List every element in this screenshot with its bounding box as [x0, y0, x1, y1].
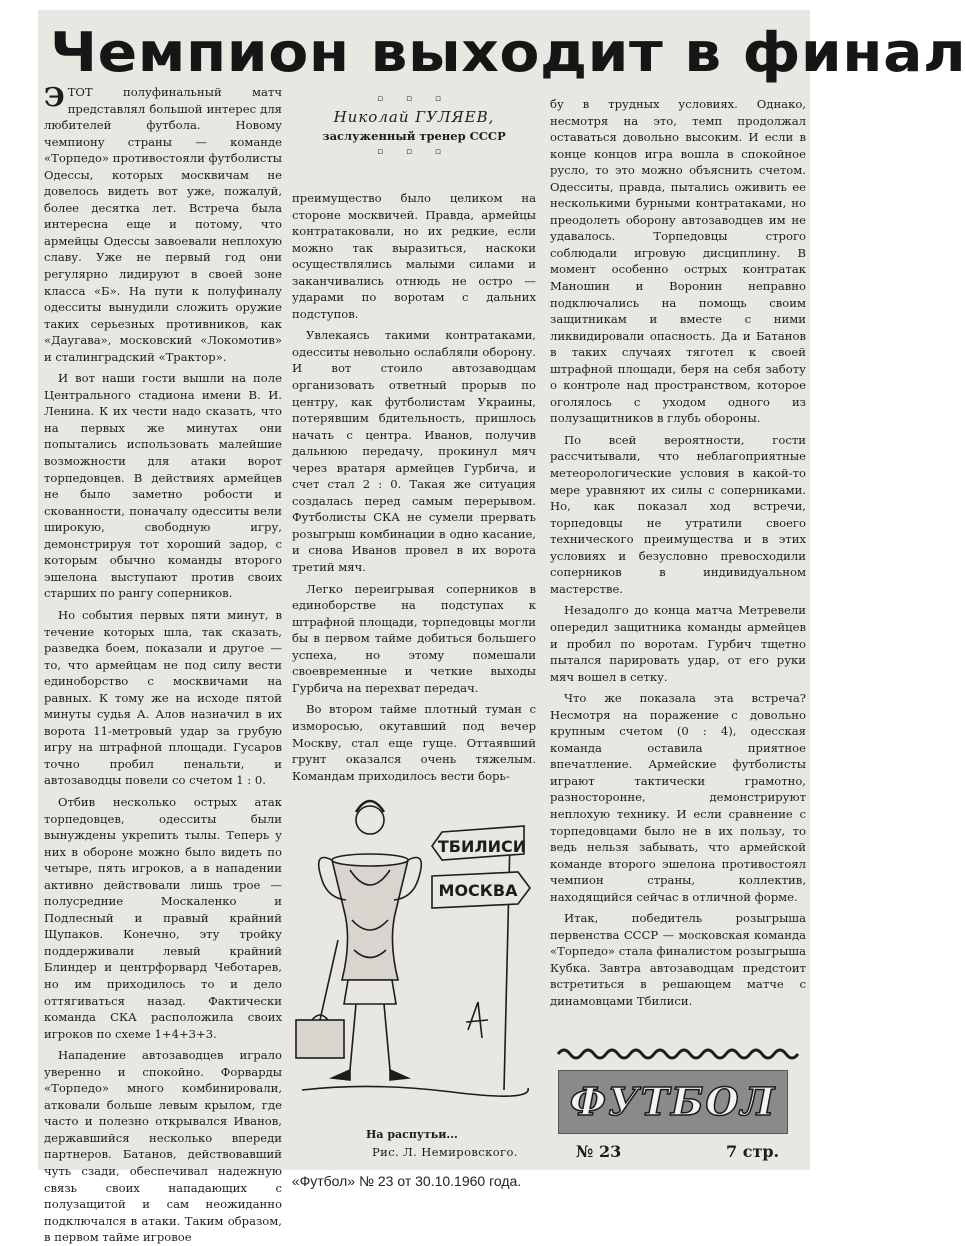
ground-line: [302, 1086, 528, 1096]
wavy-divider: [558, 1046, 802, 1062]
suitcase: [296, 1020, 344, 1058]
figure-head: [356, 806, 384, 834]
artist-mark: [466, 1002, 488, 1038]
boot-right: [390, 1070, 408, 1080]
paragraph: По всей вероятности, гости рассчитывали, что неблагоприятные метеорологические условия в какой-то мере уравняют их силы с соперниками. Но, как показал ход встречи, торпедовцы не утратили своего технического преимущества и в этих условиях и безусловно превосходили соперников в индивидуальном мастерстве.: [550, 432, 806, 596]
figure-arm: [320, 940, 338, 1020]
issue-number: № 23: [576, 1142, 622, 1161]
paragraph: Во втором тайме плотный туман с изморосью, окутавший под вечер Москву, стал еще гуще. Оттаявший грунт оказался очень тяжелым. Командам приходилось вести борь-: [292, 702, 536, 783]
cup-body: [332, 860, 408, 980]
ornament-dots: ▫ ▫ ▫: [376, 94, 452, 104]
byline: [292, 90, 536, 161]
paragraph: преимущество было целиком на стороне москвичей. Правда, армейцы контратаковали, но их редкие, если можно так выразиться, наскоки осуществлялись малыми силами и заканчивались отнюдь не остро — ударами по воротам с дальних подступов.: [292, 191, 536, 321]
paragraph: Нападение автозаводцев играло уверенно и спокойно. Форварды «Торпедо» много комбинировали, атковали больше левым крылом, где часто и полезно открывался Иванов, державшийся несколько впереди партнеров. Батанов, действовавший чуть сзади, обеспечивал надежную связь своих нападающих с полузащитой и сам неожиданно подключался в атаки. Таким образом, в первом тайме игровое: [44, 1048, 282, 1245]
cartoon-credit: Рис. Л. Немировского.: [372, 1145, 518, 1159]
cartoon-illustration: [292, 790, 532, 1110]
cup-rim: [332, 854, 408, 866]
figure-shorts: [344, 980, 396, 1004]
paragraph: Легко переигрывая соперников в единоборстве на подступах к штрафной площади, торпедовцы могли бы в первом тайме добиться большего успеха, но этому помешали своевременные и четкие выходы Гурбича на перехват передач.: [292, 581, 536, 695]
author-title: заслуженный тренер СССР: [322, 129, 506, 143]
newspaper-logo: [558, 1070, 788, 1134]
logo-text: ФУТБОЛ: [569, 1079, 777, 1124]
ornament-dots: ▫ ▫ ▫: [376, 147, 452, 157]
article-column-2: [292, 190, 536, 783]
boot-left: [332, 1070, 350, 1080]
paragraph: Но события первых пяти минут, в течение которых шла, так сказать, разведка боем, показали и другое — то, что армейцам не под силу вести единоборство с москвичами на равных. К тому же на исходе пятой минуты судья А. Алов назначил в их ворота 11-метровый удар за грубую игру на штрафной площади. Гусаров точно пробил пенальти, и автозаводцы повели со счетом 1 : 0.: [44, 607, 282, 788]
article-column-3: [550, 96, 806, 1042]
author-name: Николай ГУЛЯЕВ,: [333, 108, 495, 126]
drop-cap: Э: [44, 83, 65, 113]
sign-label-bottom: МОСКВА: [438, 881, 518, 900]
paragraph: Незадолго до конца матча Метревели опередил защитника команды армейцев и пробил по воротам. Гурбич тщетно пытался парировать удар, от его руки мяч вошел в сетку.: [550, 603, 806, 684]
sign-label-top: ТБИЛИСИ: [437, 837, 527, 856]
cartoon-caption: На распутьи...: [366, 1128, 458, 1141]
paragraph: Увлекаясь такими контратаками, одесситы невольно ослабляли оборону. И вот стоило автозаводцам организовать ответный прорыв по центру, как футболистам Украины, потерявшим бдительность, пришлось начать с центра. Иванов, получив дальнюю передачу, прокинул мяч через вратаря армейцев Гурбича, и счет стал 2 : 0. Такая же ситуация создалась перед самым перерывом. Футболисты СКА не сумели прервать розыгрыш комбинации в одно касание, и снова Иванов провел в их ворота третий мяч.: [292, 328, 536, 575]
page-number: 7 стр.: [726, 1142, 780, 1161]
source-caption: «Футбол» № 23 от 30.10.1960 года.: [291, 1173, 522, 1189]
article-column-1: [44, 83, 282, 1245]
paragraph: Отбив несколько острых атак торпедовцев, одесситы были вынуждены укрепить тылы. Теперь у них в обороне можно было видеть по четыре, пять игроков, а в нападении активно действовали лишь трое — полусредние Москаленко и Подлесный и правый крайний Щупаков. Конечно, эту тройку поддерживали левый крайний Блиндер и центрфорвард Чеботарев, но им приходилось то и дело оттягиваться назад. Фактически команда СКА расположила своих игроков по схеме 1+4+3+3.: [44, 794, 282, 1041]
paragraph: бу в трудных условиях. Однако, несмотря на это, темп продолжал оставаться довольно высоким. И если в конце концов игра вошла в спокойное русло, то это можно объяснить счетом. Одесситы, правда, пытались оживить ее несколькими бурными контратаками, но преодолеть оборону автозаводцев им не удавалось. Торпедовцы строго соблюдали игровую дисциплину. В момент особенно острых контратак Маношин и Воронин неправно подключались на помощь своим защитникам и вместе с ними ликвидировали опасность. Да и Батанов в таких случаях тяготел к своей штрафной площади, беря на себя заботу о контроле над пространством, которое оголялось с уходом одного из полузащитников в глубь обороны.: [550, 97, 806, 426]
figure-leg-left: [350, 1004, 356, 1070]
paragraph: Итак, победитель розыгрыша первенства СССР — московская команда «Торпедо» стала финалистом розыгрыша Кубка. Завтра автозаводцам предстоит встретиться в решающем матче с динамовцами Тбилиси.: [550, 911, 806, 1008]
paragraph-text: ТОТ полуфинальный матч представлял большой интерес для любителей футбола. Новому чемпиону страны — команде «Торпедо» противостояли футболисты Одессы, которых москвичам не довелось видеть вот уже, пожалуй, более десятка лет. Встреча была интересна еще и потому, что армейцы Одессы завоевали неплохую славу. Уже не первый год они регулярно лидируют в своей зоне класса «Б». На пути к полуфиналу одесситы вынудили сложить оружие таких серьезных противников, как «Даугава», московский «Локомотив» и сталинградский «Трактор».: [44, 85, 282, 364]
paragraph: [44, 84, 282, 365]
paragraph: Что же показала эта встреча? Несмотря на поражение с довольно крупным счетом (0 : 4), одесская команда оставила приятное впечатление. Армейские футболисты играют тактически грамотно, разносторонне, демонстрируют неплохую технику. И если сравнение с торпедовцами было не в их пользу, то ведь нельзя забывать, что армейской команде второго эшелона противостоял чемпион страны, коллектив, находящийся сейчас в отличной форме.: [550, 691, 806, 904]
figure-leg-right: [384, 1004, 390, 1070]
headline: Чемпион выходит в финал: [50, 21, 966, 84]
paragraph: И вот наши гости вышли на поле Центрального стадиона имени В. И. Ленина. К их чести надо сказать, что на первых же минутах они попытались использовать малейшие возможности для атаки ворот торпедовцев. В действиях армейцев не было заметно робости и скованности, поначалу одесситы вели широкую, свободную игру, демонстрируя тот хороший задор, с которым обычно команды второго эшелона выступают против своих старших по рангу соперников.: [44, 371, 282, 601]
